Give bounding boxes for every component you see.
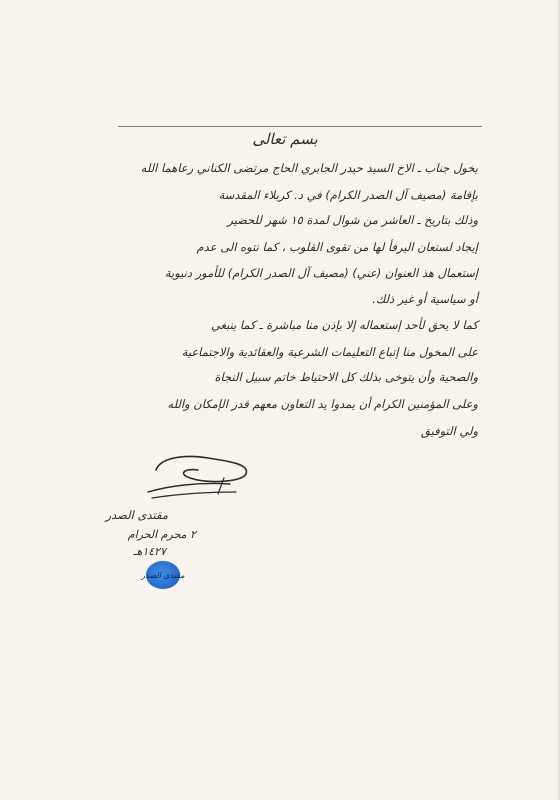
letter-line-4: إيجاد لستعان اليرفأ لها من تقوى القلوب ، كما نتوه الى عدم xyxy=(196,240,478,254)
seal-text: مقتدى الصدر xyxy=(141,570,185,580)
letter-line-7: كما لا يحق لأحد إستعماله إلا بإذن منا مباشرة ـ كما ينبغي xyxy=(210,318,478,332)
letter-line-3: وذلك بتاريخ ـ العاشر من شوال لمدة ١٥ شهر للحضير xyxy=(227,213,478,227)
signature-scrawl xyxy=(138,448,258,508)
letter-line-5: إستعمال هذ العنوان (عني) (مصيف آل الصدر الكرام) للأمور دنيوية xyxy=(164,266,478,280)
letter-line-11: ولي التوفيق xyxy=(421,424,478,438)
letter-line-6: أو سياسية أو غير ذلك. xyxy=(372,292,478,306)
letter-line-10: وعلى المؤمنين الكرام أن يمدوا يد التعاون معهم قدر الإمكان والله xyxy=(167,397,478,411)
signature-name: مقتدى الصدر xyxy=(105,508,168,522)
letter-line-8: على المخول منا إتباع التعليمات الشرعية والعقائدية والاجتماعية xyxy=(181,345,478,359)
hijri-date-day: ٢ محرم الحرام xyxy=(127,528,196,541)
seal-stamp xyxy=(141,561,185,589)
header-rule xyxy=(118,126,482,127)
hijri-date-year: ١٤٢٧هـ xyxy=(133,545,166,558)
letter-line-2: بإقامة (مصيف آل الصدر الكرام) في د. كربلاء المقدسة xyxy=(218,188,478,202)
letter-line-9: والصحية وأن يتوخى بذلك كل الاحتياط خاتم سبيل النجاة xyxy=(214,370,478,384)
letter-line-1: يخول جناب ـ الاخ السيد حيدر الجابري الحاج مرتضى الكناني رعاهما الله xyxy=(140,161,478,175)
basmala: بسم تعالى xyxy=(252,130,318,148)
